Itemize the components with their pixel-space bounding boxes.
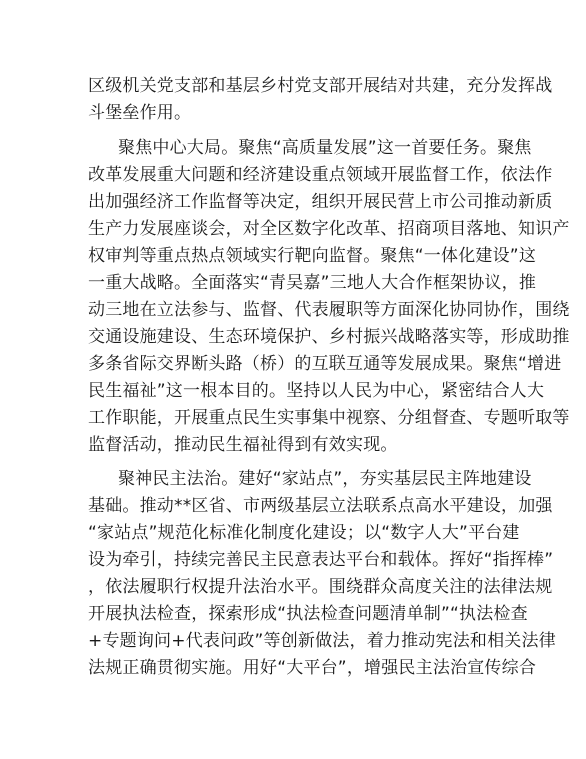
line-text: 生产力发展座谈会，对全区数字化改革、招商项目落地、知识产 — [88, 219, 570, 239]
text-line — [0, 627, 586, 655]
line-text: 斗堡垒作用。 — [88, 103, 192, 123]
line-text: 工作职能，开展重点民生实事集中视察、分组督查、专题听取等 — [88, 408, 570, 428]
text-line — [0, 546, 586, 574]
line-text: +专题询问+代表问政”等创新做法，着力推动宪法和相关法律 — [88, 631, 556, 651]
text-line — [0, 600, 586, 628]
text-line — [0, 492, 586, 520]
text-line — [0, 404, 586, 432]
line-text: ，依法履职行权提升法治水平。围绕群众高度关注的法律法规 — [88, 577, 553, 597]
line-text: 权审判等重点热点领域实行靶向监督。聚焦“一体化建设”这 — [88, 246, 537, 266]
line-text: 民生福祉”这一根本目的。坚持以人民为中心，紧密结合人大 — [88, 381, 545, 401]
text-line — [0, 99, 586, 127]
line-text: 开展执法检查，探索形成“执法检查问题清单制”“执法检查 — [88, 604, 528, 624]
line-text: “家站点”规范化标准化制度化建设；以“数字人大”平台建 — [88, 523, 520, 543]
line-text: 一重大战略。全面落实“青吴嘉”三地人大合作框架协议，推 — [88, 273, 537, 293]
text-line — [0, 465, 586, 493]
line-text: 交通设施建设、生态环境保护、乡村振兴战略落实等，形成助推 — [88, 327, 570, 347]
line-text: 聚焦中心大局。聚焦“高质量发展”这一首要任务。聚焦 — [118, 138, 532, 158]
text-line — [0, 350, 586, 378]
text-line — [0, 72, 586, 100]
line-text: 改革发展重大问题和经济建设重点领域开展监督工作，依法作 — [88, 165, 553, 185]
text-line — [0, 296, 586, 324]
text-line — [0, 269, 586, 297]
line-text: 设为牵引，持续完善民主民意表达平台和载体。挥好“指挥棒” — [88, 550, 554, 570]
line-text: 多条省际交界断头路（桥）的互联互通等发展成果。聚焦“增进 — [88, 354, 562, 374]
text-line — [0, 431, 586, 459]
text-line — [0, 215, 586, 243]
text-line — [0, 242, 586, 270]
text-line — [0, 573, 586, 601]
text-line — [0, 519, 586, 547]
text-line — [0, 134, 586, 162]
line-text: 聚神民主法治。建好“家站点”，夯实基层民主阵地建设 — [118, 469, 532, 489]
text-line — [0, 654, 586, 682]
line-text: 出加强经济工作监督等决定，组织开展民营上市公司推动新质 — [88, 192, 553, 212]
line-text: 动三地在立法参与、监督、代表履职等方面深化协同协作，围绕 — [88, 300, 570, 320]
text-line — [0, 323, 586, 351]
line-text: 监督活动，推动民生福祉得到有效实现。 — [88, 435, 398, 455]
line-text: 法规正确贯彻实施。用好“大平台”，增强民主法治宣传综合 — [88, 658, 537, 678]
text-line — [0, 377, 586, 405]
text-line — [0, 188, 586, 216]
text-line — [0, 161, 586, 189]
line-text: 区级机关党支部和基层乡村党支部开展结对共建，充分发挥战 — [88, 76, 553, 96]
line-text: 基础。推动**区省、市两级基层立法联系点高水平建设，加强 — [88, 496, 553, 516]
